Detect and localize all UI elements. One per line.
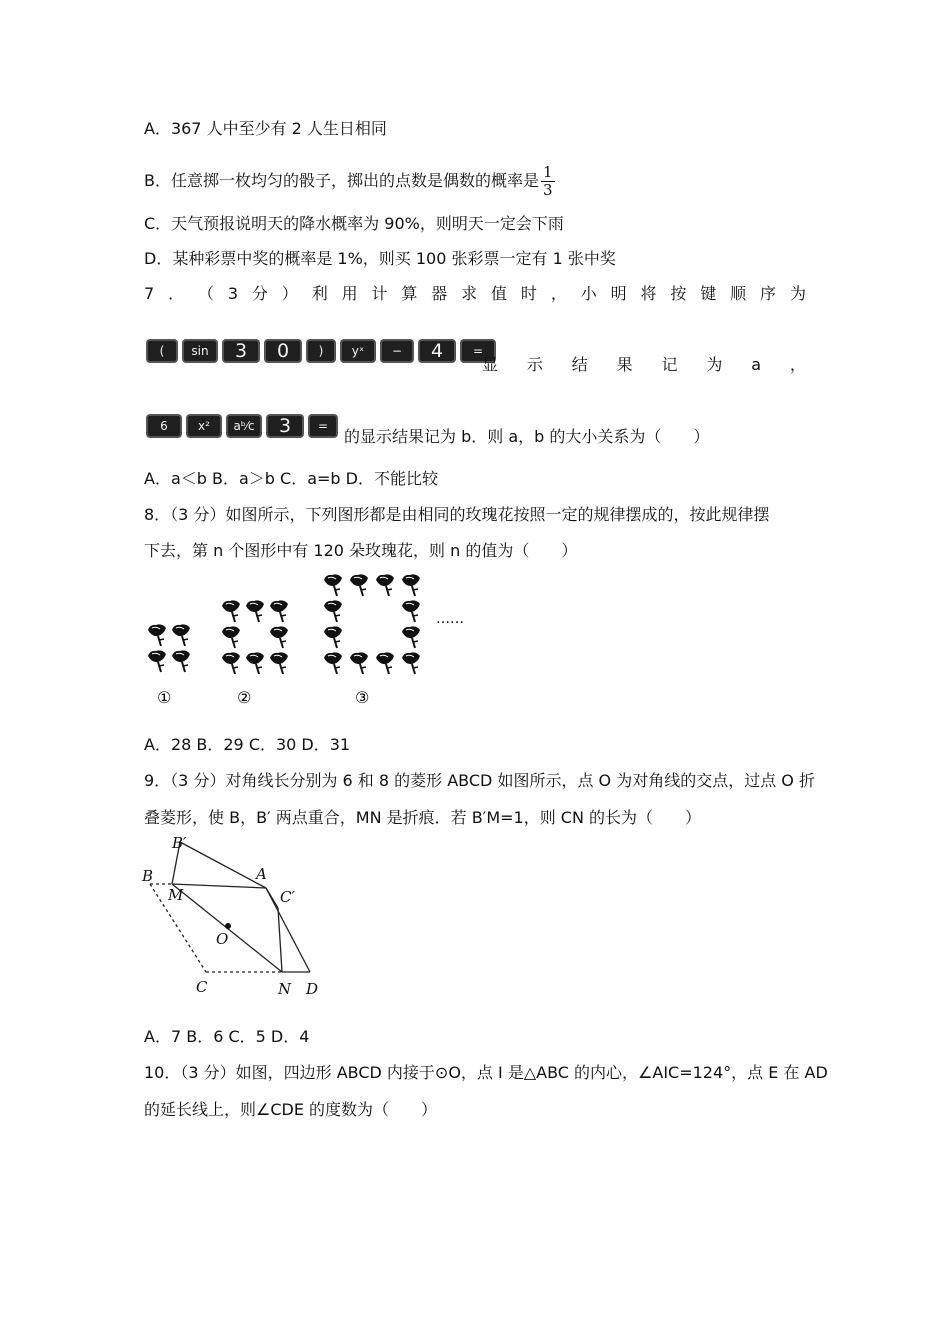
figure-label-3: ③ [355, 688, 370, 707]
q7-line1-char: 求 [461, 284, 478, 303]
calculator-key: ( [146, 339, 178, 363]
q7-line1-char: 键 [700, 284, 717, 303]
q7-line1-char: 时 [520, 284, 537, 303]
q7-line2-char: 结 [571, 355, 588, 374]
fraction-numerator: 1 [542, 163, 553, 181]
rose-pattern-figure [140, 570, 480, 720]
q7-line2-char: 记 [661, 355, 678, 374]
q7-options: A．a＜b B．a＞b C．a=b D．不能比较 [144, 469, 438, 488]
q7-line1-char: 器 [431, 284, 448, 303]
calculator-key: 0 [264, 339, 302, 363]
calculator-key: 3 [266, 414, 304, 438]
q6-option-b-text: B．任意掷一枚均匀的骰子，掷出的点数是偶数的概率是 [144, 171, 539, 190]
q7-line1-char: 小 [580, 284, 597, 303]
q7-line1-char: 7 [144, 284, 155, 303]
q7-line2-char: ， [789, 355, 806, 374]
label-c-prime: C′ [280, 888, 295, 906]
q6-option-b [144, 164, 555, 199]
q7-line1-char: 分 [251, 284, 268, 303]
q7-line1-char: 3 [227, 284, 239, 303]
figure-3-roses [324, 574, 420, 674]
pattern-ellipsis: …… [436, 611, 464, 627]
q7-line3: 的显示结果记为 b．则 a，b 的大小关系为（ ） [344, 427, 710, 446]
calculator-key: = [308, 414, 338, 438]
calculator-key: aᵇ⁄c [226, 414, 262, 438]
q7-line1-char: 算 [401, 284, 418, 303]
fraction-one-third [541, 164, 555, 199]
q6-option-a: A．367 人中至少有 2 人生日相同 [144, 119, 387, 138]
q7-line1-char: ， [550, 284, 567, 303]
q7-line1-char: 按 [670, 284, 687, 303]
q7-line1-char: 用 [341, 284, 358, 303]
q6-option-c: C．天气预报说明天的降水概率为 90%，则明天一定会下雨 [144, 214, 564, 233]
q8-line1: 8．（3 分）如图所示，下列图形都是由相同的玫瑰花按照一定的规律摆成的，按此规律摆 [144, 505, 770, 524]
q7-line1-char: 值 [491, 284, 508, 303]
q7-line1-char: 明 [610, 284, 627, 303]
q7-line1-char: 利 [311, 284, 328, 303]
q7-line1-char: 顺 [730, 284, 747, 303]
q7-line2 [482, 354, 806, 376]
label-o: O [216, 930, 229, 948]
q7-line2-char: 示 [526, 355, 543, 374]
figure-label-1: ① [157, 688, 172, 707]
label-n: N [278, 980, 292, 998]
q9-line2: 叠菱形，使 B，B′ 两点重合，MN 是折痕．若 B′M=1，则 CN 的长为（ ） [144, 808, 702, 827]
q10-line2: 的延长线上，则∠CDE 的度数为（ ） [144, 1100, 438, 1119]
calculator-key: 4 [418, 339, 456, 363]
q7-line1-char: ） [281, 284, 298, 303]
q7-line1-char: 为 [789, 284, 806, 303]
calculator-key: yˣ [340, 339, 376, 363]
q8-options: A．28 B．29 C．30 D．31 [144, 735, 351, 754]
calculator-key: 3 [222, 339, 260, 363]
calculator-keys-row1 [146, 339, 496, 363]
q7-line1-char: 将 [640, 284, 657, 303]
fraction-denominator: 3 [542, 181, 553, 199]
label-m: M [168, 886, 184, 904]
calculator-key: 6 [146, 414, 182, 438]
label-b-prime: B′ [172, 834, 187, 852]
q7-line2-char: 为 [706, 355, 723, 374]
label-b: B [142, 867, 154, 885]
q10-line1: 10．（3 分）如图，四边形 ABCD 内接于⊙O，点 I 是△ABC 的内心，∠AIC=124°，点 E 在 AD [144, 1063, 828, 1082]
label-d: D [306, 980, 319, 998]
label-a: A [256, 865, 267, 883]
q7-line1-char: ． [168, 284, 185, 303]
calculator-keys-row2 [146, 414, 338, 438]
q9-line1: 9．（3 分）对角线长分别为 6 和 8 的菱形 ABCD 如图所示，点 O 为对角线的交点，过点 O 折 [144, 771, 815, 790]
label-c: C [196, 978, 208, 996]
q7-line1 [144, 283, 806, 305]
calculator-key: sin [182, 339, 218, 363]
calculator-key: − [380, 339, 414, 363]
folded-rhombus-figure [140, 832, 330, 1002]
q7-line2-char: 果 [616, 355, 633, 374]
q7-line2-char: 显 [482, 355, 499, 374]
figure-label-2: ② [237, 688, 252, 707]
figure-1-roses [148, 624, 190, 672]
q7-line2-char: a [751, 355, 762, 374]
q7-line1-char: 计 [371, 284, 388, 303]
q7-line1-char: （ [197, 284, 214, 303]
figure-2-roses [222, 600, 288, 674]
calculator-key: = [460, 339, 496, 363]
q7-line1-char: 序 [760, 284, 777, 303]
q6-option-d: D．某种彩票中奖的概率是 1%，则买 100 张彩票一定有 1 张中奖 [144, 249, 616, 268]
q9-options: A．7 B．6 C．5 D．4 [144, 1027, 310, 1046]
calculator-key: ) [306, 339, 336, 363]
calculator-key: x² [186, 414, 222, 438]
q8-line2: 下去，第 n 个图形中有 120 朵玫瑰花，则 n 的值为（ ） [144, 541, 578, 560]
